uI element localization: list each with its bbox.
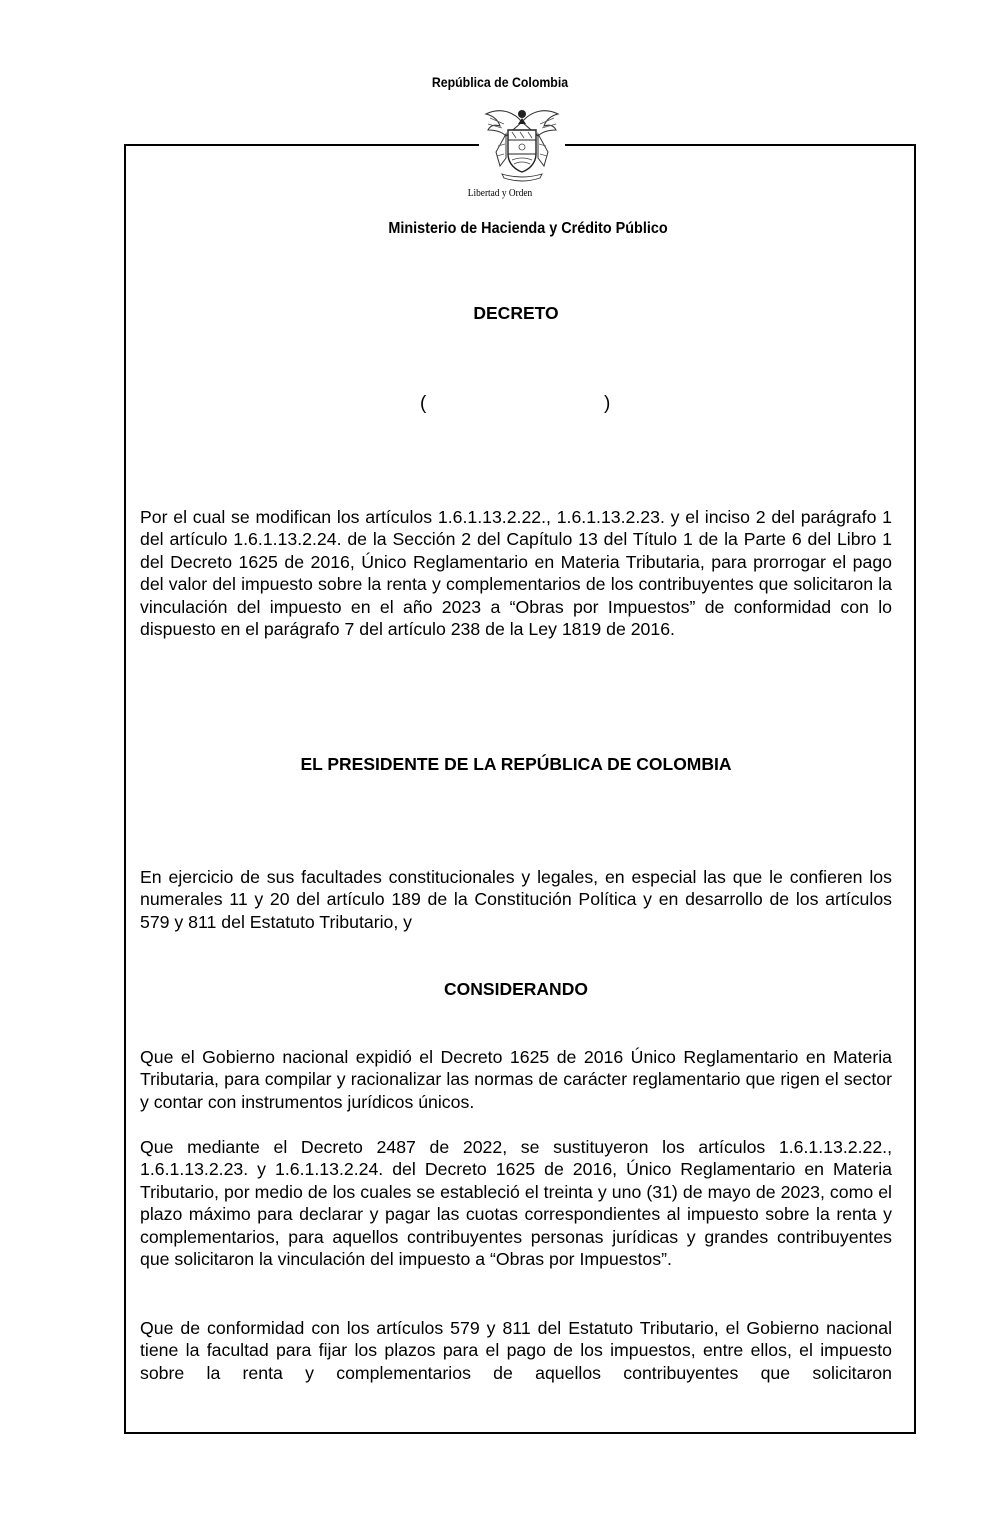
country-title: República de Colombia: [431, 74, 569, 90]
considerando-paragraph-1: Que el Gobierno nacional expidió el Decreto 1625 de 2016 Único Reglamentario en Materia Tributaria, para compilar y racionalizar las normas de carácter reglamentario que rigen el sector y contar con instrumentos jurídicos únicos.: [140, 1047, 892, 1112]
frame-top-left-rule: [124, 144, 479, 146]
authority-heading: EL PRESIDENTE DE LA REPÚBLICA DE COLOMBIA: [300, 754, 732, 774]
ministry-name: Ministerio de Hacienda y Crédito Público: [388, 220, 668, 237]
considerando-heading: CONSIDERANDO: [444, 979, 588, 999]
powers-paragraph: En ejercicio de sus facultades constitucionales y legales, en especial las que le confieren los numerales 11 y 20 del artículo 189 de la Constitución Política y en desarrollo de los artículos 579 y 811 del Estatuto Tributario, y: [140, 867, 892, 932]
decree-number-close-paren: ): [604, 393, 611, 414]
national-motto: Libertad y Orden: [467, 187, 533, 199]
decree-number-open-paren: (: [420, 393, 427, 414]
considerando-paragraph-2: Que mediante el Decreto 2487 de 2022, se sustituyeron los artículos 1.6.1.13.2.22., 1.6.1.13.2.23. y 1.6.1.13.2.24. del Decreto 1625 de 2016, Único Reglamentario en Materia Tributario, por medio de los cuales se estableció el treinta y uno (31) de mayo de 2023, como el plazo máximo para declarar y pagar las cuotas correspondientes al impuesto sobre la renta y complementarios, para aquellos contribuyentes personas jurídicas y grandes contribuyentes que solicitaron la vinculación del impuesto a “Obras por Impuestos”.: [140, 1137, 892, 1270]
coat-of-arms-icon: [476, 100, 568, 192]
decree-summary: Por el cual se modifican los artículos 1.6.1.13.2.22., 1.6.1.13.2.23. y el inciso 2 del parágrafo 1 del artículo 1.6.1.13.2.24. de la Sección 2 del Capítulo 13 del Título 1 de la Parte 6 del Libro 1 del Decreto 1625 de 2016, Único Reglamentario en Materia Tributaria, para prorrogar el pago del valor del impuesto sobre la renta y complementarios de los contribuyentes que solicitaron la vinculación del impuesto en el año 2023 a “Obras por Impuestos” de conformidad con lo dispuesto en el parágrafo 7 del artículo 238 de la Ley 1819 de 2016.: [140, 507, 892, 640]
considerando-paragraph-3: Que de conformidad con los artículos 579 y 811 del Estatuto Tributario, el Gobierno nacional tiene la facultad para fijar los plazos para el pago de los impuestos, entre ellos, el impuesto sobre la renta y complementarios de aquellos contribuyentes que solicitaron: [140, 1318, 892, 1383]
frame-top-right-rule: [565, 144, 916, 146]
document-type-heading: DECRETO: [473, 303, 559, 323]
